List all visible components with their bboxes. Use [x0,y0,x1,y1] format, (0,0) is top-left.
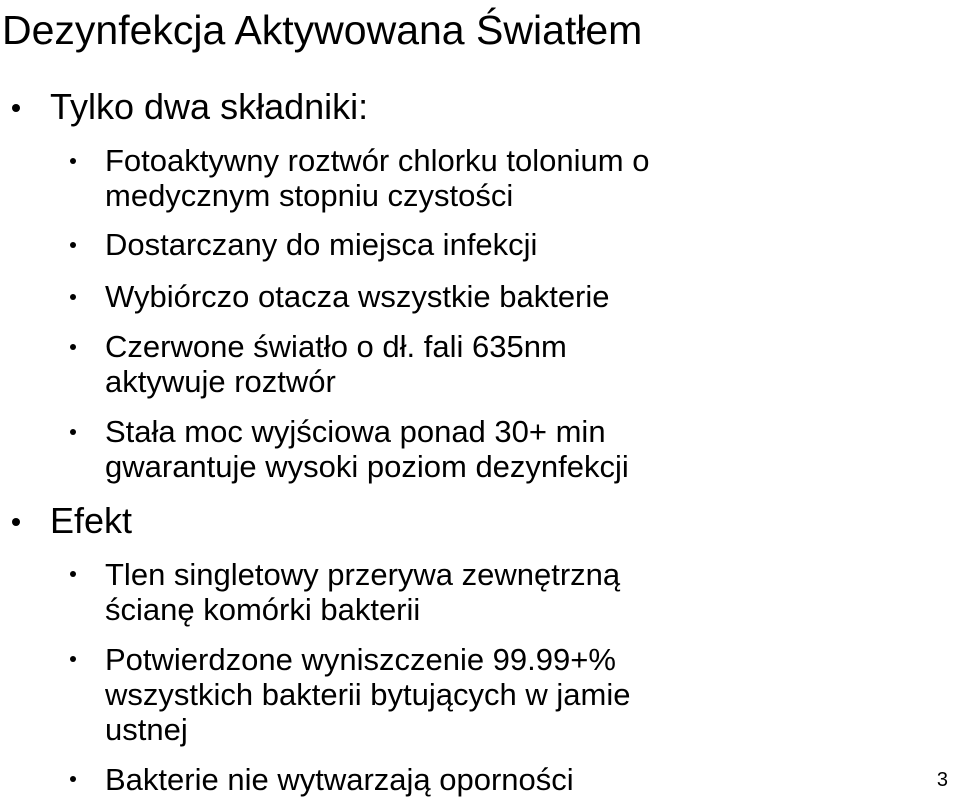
list-item-line: Tlen singletowy przerywa zewnętrzną [105,557,621,592]
list-item-line: medycznym stopniu czystości [105,178,514,213]
list-item-line: ścianę komórki bakterii [105,592,421,627]
list-item [105,329,567,399]
page-number: 3 [936,769,948,791]
bullet-icon [12,518,20,526]
list-item-line: Potwierdzone wyniszczenie 99.99+% [105,642,616,677]
bullet-icon [70,242,76,248]
bullet-icon [70,294,76,300]
section-heading: Tylko dwa składniki: [50,86,369,127]
list-item-line: ustnej [105,712,188,747]
list-item [105,279,610,314]
list-item-line: wszystkich bakterii bytujących w jamie [105,677,631,712]
bullet-icon [12,104,20,112]
list-item [105,143,649,213]
slide-title: Dezynfekcja Aktywowana Światłem [2,7,643,53]
list-item [105,762,574,797]
list-item [105,642,630,747]
list-item-line: gwarantuje wysoki poziom dezynfekcji [105,449,629,484]
bullet-icon [70,571,76,577]
bullet-icon [70,429,76,435]
list-item-line: Stała moc wyjściowa ponad 30+ min [105,414,606,449]
bullet-icon [70,158,76,164]
list-item-line: Fotoaktywny roztwór chlorku tolonium o [105,143,650,178]
list-item [105,557,620,627]
bullet-icon [70,776,76,782]
list-item-line: Bakterie nie wytwarzają oporności [105,762,574,797]
list-item-line: Czerwone światło o dł. fali 635nm [105,329,567,364]
section-heading: Efekt [50,500,133,541]
bullet-icon [70,656,76,662]
list-item [105,227,537,262]
list-item-line: Wybiórczo otacza wszystkie bakterie [105,279,610,314]
list-item [105,414,629,484]
list-item-line: Dostarczany do miejsca infekcji [105,227,538,262]
bullet-icon [70,344,76,350]
list-item-line: aktywuje roztwór [105,364,336,399]
